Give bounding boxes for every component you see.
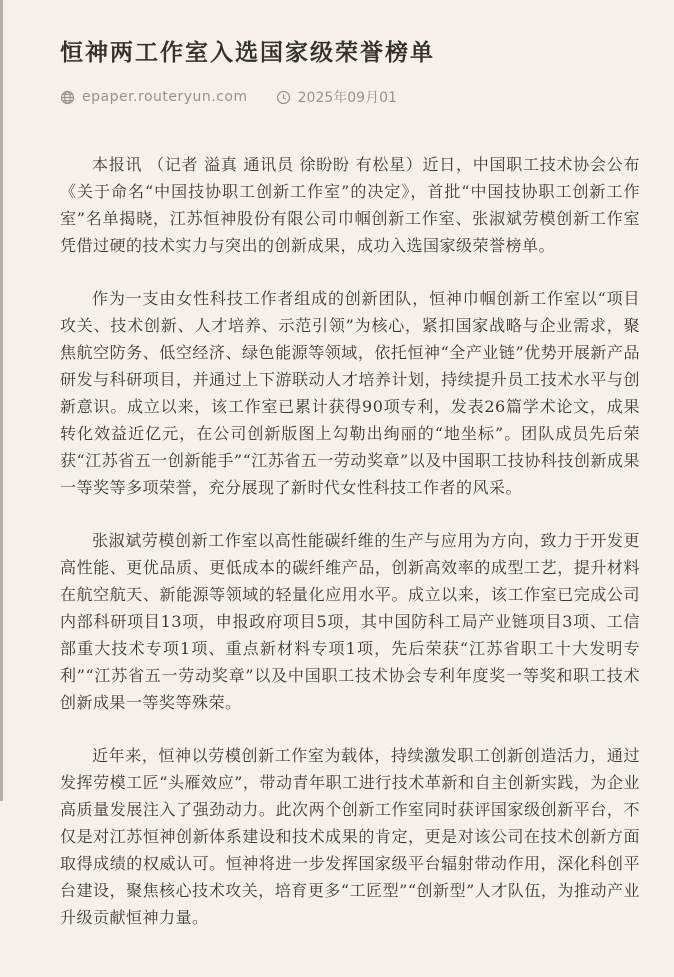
publish-date: 2025年09月01 <box>297 90 397 106</box>
source-meta-item <box>60 89 248 105</box>
article-paragraph: 作为一支由女性科技工作者组成的创新团队，恒神巾帼创新工作室以“项目攻关、技术创新、人才培养、示范引领”为核心，紧扣国家战略与企业需求，聚焦航空防务、低空经济、绿色能源等领域，依托恒神“全产业链”优势开展新产品研发与科研项目，并通过上下游联动人才培养计划，持续提升员工技术水平与创新意识。成立以来，该工作室已累计获得90项专利，发表26篇学术论文，成果转化效益近亿元，在公司创新版图上勾勒出绚丽的“地坐标”。团队成员先后荣获“江苏省五一创新能手”“江苏省五一劳动奖章”以及中国职工技协科技创新成果一等奖等多项荣誉，充分展现了新时代女性科技工作者的风采。 <box>60 289 640 497</box>
page-edge-strip <box>0 0 3 801</box>
article-paragraph: 张淑斌劳模创新工作室以高性能碳纤维的生产与应用为方向，致力于开发更高性能、更优品质、更低成本的碳纤维产品，创新高效率的成型工艺，提升材料在航空航天、新能源等领域的轻量化应用水平。成立以来，该工作室已完成公司内部科研项目13项，申报政府项目5项，其中国防科工局产业链项目3项、工信部重大技术专项1项、重点新材料专项1项，先后荣获“江苏省职工十大发明专利”“江苏省五一劳动奖章”以及中国职工技术协会专利年度奖一等奖和职工技术创新成果一等奖等殊荣。 <box>60 531 640 712</box>
article-title: 恒神两工作室入选国家级荣誉榜单 <box>60 39 435 66</box>
source-link[interactable]: epaper.routeryun.com <box>82 89 248 105</box>
globe-icon <box>60 90 75 105</box>
date-meta-item <box>276 87 397 107</box>
article-meta-row <box>60 87 640 107</box>
article-paragraph: 本报讯 （记者 溢真 通讯员 徐盼盼 有松星）近日，中国职工技术协会公布《关于命名“中国技协职工创新工作室”的决定》，首批“中国技协职工创新工作室”名单揭晓，江苏恒神股份有限公司巾帼创新工作室、张淑斌劳模创新工作室凭借过硬的技术实力与突出的创新成果，成功入选国家级荣誉榜单。 <box>60 155 640 255</box>
article-body <box>60 151 640 931</box>
clock-icon <box>276 90 291 105</box>
article-paragraph: 近年来，恒神以劳模创新工作室为载体，持续激发职工创新创造活力，通过发挥劳模工匠“头雁效应”，带动青年职工进行技术革新和自主创新实践，为企业高质量发展注入了强劲动力。此次两个创新工作室同时获评国家级创新平台，不仅是对江苏恒神创新体系建设和技术成果的肯定，更是对该公司在技术创新方面取得成绩的权威认可。恒神将进一步发挥国家级平台辐射带动作用，深化科创平台建设，聚焦核心技术攻关，培育更多“工匠型”“创新型”人才队伍，为推动产业升级贡献恒神力量。 <box>60 746 640 927</box>
